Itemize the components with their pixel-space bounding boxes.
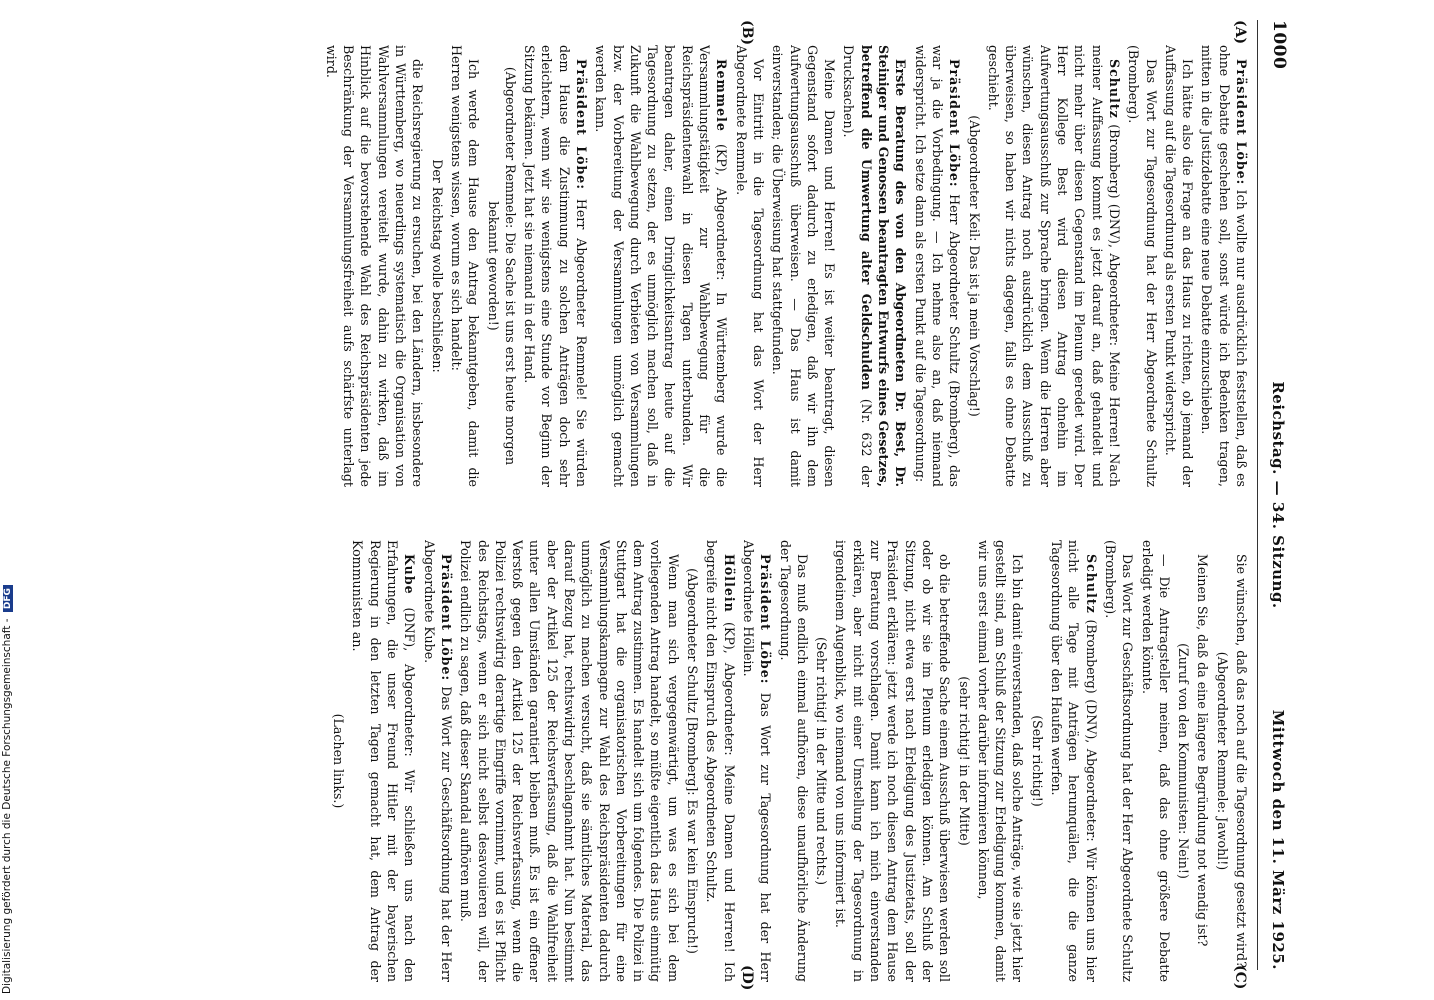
paragraph [1048, 540, 1100, 982]
paragraph [703, 540, 738, 982]
page-header [1261, 20, 1295, 970]
paragraph: Das muß endlich einmal aufhören, diese unaufhörliche Änderung der Tagesordnung. [777, 540, 810, 982]
speech-text: Das Wort zur Geschäftsordnung hat der Herr Abgeordnete Kube. [421, 540, 454, 982]
paragraph: Meine Damen und Herren! Es ist weiter beantragt, diesen Gegenstand sofort dadurch zu erledigen, daß wir ihn dem Aufwertungsausschuß überweisen. — Das Haus ist damit einverstanden; die Überweisung hat stattgefunden. [770, 45, 838, 487]
header-title: Reichstag. — 34. Sitzung. [1269, 381, 1287, 609]
header-date: Mittwoch den 11. März 1925. [1269, 709, 1287, 970]
motion-text [323, 45, 427, 487]
speech-text: (KP), Abgeordneter: In Württemberg wurde die Versammlungstätigkeit zur Wahlbewegung für die Reichspräsidentenwahl in diesen Tagen unterbunden. Wir beantragen daher, einen Dringlichkeitsantrag heute auf die Tagesordnung zu setzen, der es unmöglich machen soll, daß in Zukunft die Wahlbewegung durch Verbieten von Versammlungen bzw. der Vorbereitung der Versammlungen unmöglich gemacht werden kann. [593, 45, 730, 487]
paragraph [592, 45, 730, 487]
speaker-name: Schultz [1106, 59, 1122, 119]
interjection: (Abgeordneter Schultz [Bromberg]: Es war kein Einspruch!) [685, 568, 701, 954]
paragraph [349, 540, 418, 982]
interjection: (Lachen links.) [331, 713, 347, 809]
paragraph: Sie wünschen, daß das noch auf die Tagesordnung gesetzt wird? [1234, 554, 1249, 968]
speech-text: die Reichsregierung zu ersuchen, bei den Ländern, insbesondere in Württemberg, wo neuerdings systematisch die Organisation von Wahlversammlungen vereitelt wurde, dahin zu wirken, daß im Hinblick auf die bevorstehende Wahl des Reichspräsidenten jede Beschränkung der Versammlungsfreiheit aufs schärfste unterlagt [341, 45, 426, 487]
page-number: 1000 [1269, 20, 1289, 70]
paragraph: Das Wort zur Tagesordnung hat der Herr Abgeordnete Schultz (Bromberg). [1126, 45, 1159, 487]
agenda-title: Erste Beratung des von den Abgeordneten Dr. Best, Dr. Steiniger und Genossen beantragten Entwurfs eines Gesetzes, betreffend die Umwertung alter Geldschulden [858, 45, 909, 487]
margin-mark-b: (B) [739, 20, 755, 46]
speech-text-end: wird. [323, 45, 339, 78]
funding-credit [1, 585, 13, 994]
speaker-name: Remmele [714, 59, 730, 132]
credit-text: Digitalisierung gefördert durch die Deutsche Forschungsgemeinschaft - [1, 618, 13, 994]
document-page [150, 0, 1350, 1000]
speech-text: (KP), Abgeordneter: Meine Damen und Herren! Ich begreife nicht den Einspruch des Abgeordneten Schultz. [704, 540, 737, 982]
speech-text: (DNF), Abgeordneter: Wir schließen uns nach den Erfahrungen, die unser Freund Hitler mit der bayerischen Regierung in den letzten Tagen gemacht hat, dem Antrag der Kommunisten an. [350, 540, 418, 982]
speaker-name: Höllein [721, 554, 737, 613]
paragraph [985, 45, 1123, 487]
margin-mark-c: (C) [1232, 965, 1248, 990]
speaker-name: Kube [402, 554, 418, 595]
paragraph: Ich bin damit einverstanden, daß solche Anträge, wie sie jetzt hier gestellt sind, am Schluß der Sitzung zur Erledigung kommen, damit wir uns erst einmal vorher darüber informieren können, [975, 540, 1026, 982]
header-rule [1257, 20, 1258, 970]
margin-mark-d: (D) [739, 965, 755, 991]
paragraph [740, 540, 775, 982]
speaker-name: Präsident Löbe: [758, 554, 774, 685]
interjection: (Sehr richtig!) [1029, 715, 1045, 807]
paragraph: Wenn man sich vergegenwärtigt, um was es sich bei dem vorliegenden Antrag handelt, so müßte eigentlich das Haus einmütig dem Antrag zustimmen. Es handelt sich um folgendes. Die Polizei in Stuttgart hat die organisatorischen Vorbereitungen für eine Versammlungskampagne zur Wahl des Reichspräsidenten dadurch unmöglich zu machen versucht, daß sie sämtliches Material, das darauf Bezug hat, rechtswidrig beschlagnahmt hat. Nun bestimmt aber der Artikel 125 der Reichsverfassung, daß die Wahlfreiheit unter allen Umständen garantiert bleiben muß. Es ist ein offener Verstoß gegen den Artikel 125 der Reichsverfassung, wenn die Polizei rechtswidrig derartige Eingriffe vornimmt, und es ist Pflicht des Reichstags, wenn er sich nicht selbst desavouieren will, der Polizei endlich zu sagen, daß dieser Skandal aufhören muß. [458, 540, 681, 982]
speaker-name: Präsident Löbe: [947, 59, 963, 188]
speech-text: Herr Abgeordneter Remmele! Sie würden dem Hause die Zustimmung zu solchen Anträgen doch sehr erleichtern, wenn wir sie wenigstens eine Stunde vor Beginn der Sitzung bekämen. Jetzt hat sie niemand in der Hand. [522, 45, 590, 487]
paragraph: — Die Antragsteller meinen, daß das ohne größere Debatte erledigt werden könnte. [1139, 540, 1172, 982]
paragraph: Das Wort zur Geschäftsordnung hat der Herr Abgeordnete Schultz (Bromberg). [1102, 540, 1136, 982]
paragraph: Vor Eintritt in die Tagesordnung hat das Wort der Herr Abgeordnete Remmele. [733, 45, 766, 487]
paragraph [521, 45, 590, 487]
speaker-name: Präsident Löbe: [574, 59, 590, 190]
left-column [170, 45, 1250, 487]
interjection: (Abgeordneter Remmele: Jawohl!) [1214, 651, 1230, 871]
agenda-ref: (Nr. 632 der Drucksachen). [841, 45, 874, 487]
paragraph [911, 45, 963, 487]
speaker-name: Präsident Löbe: [438, 554, 454, 682]
dfg-logo: DFG [3, 585, 13, 612]
speech-text: (Bromberg) (DNV), Abgeordneter: Wir können uns hier nicht alle Tage mit Anträgen herumquälen, die die ganze Tagesordnung über den Haufen werfen. [1049, 540, 1099, 982]
paragraph: Ich hätte also die Frage an das Haus zu richten, ob jemand der Auffassung auf die Tagesordnung als ersten Punkt widerspricht. [1162, 45, 1196, 487]
interjection: (Sehr richtig! in der Mitte und rechts.) [814, 636, 830, 886]
paragraph: Ich werde dem Hause den Antrag bekanntgeben, damit die Herren wenigstens wissen, worum es sich handelt: [448, 45, 482, 487]
paragraph: Meinen Sie, daß da eine längere Begründung not wendig ist? [1195, 554, 1211, 947]
interjection: (Abgeordneter Remmele: Die Sache ist uns erst heute morgen bekannt geworden!) [485, 66, 518, 466]
interjection: (sehr richtig! in der Mitte) [956, 676, 972, 846]
speech-text: Ich wollte nur ausdrücklich feststellen, daß es ohne Debatte geschehen soll, sonst würde ich Bedenken tragen, mitten in die Justizdebatte eine neue Debatte einzuschieben. [1199, 45, 1249, 487]
margin-mark-a: (A) [1232, 20, 1248, 45]
speech-text: Das Wort zur Tagesordnung hat der Herr Abgeordnete Höllein. [740, 540, 774, 982]
speaker-name: Präsident Löbe: [1234, 59, 1249, 186]
speaker-name: Schultz [1083, 554, 1099, 614]
interjection: (Abgeordneter Keil: Das ist ja mein Vorschlag!) [966, 115, 982, 417]
right-column [170, 540, 1250, 982]
paragraph: ob die betreffende Sache einem Ausschuß überwiesen werden soll oder ob wir sie im Plenum erledigen können. Am Schluß der Sitzung, nicht etwa erst nach Erledigung des Justizetats, soll der Präsident erklären: jetzt werde ich noch diesen Antrag dem Hause zur Beratung vorschlagen. Damit kann ich mich einverstanden erklären, aber nicht mit einer Umstellung der Tagesordnung in irgendeinem Augenblick, wo niemand von uns informiert ist. [833, 540, 953, 982]
motion-heading: Der Reichstag wolle beschließen: [429, 159, 445, 373]
interjection: (Zuruf von den Kommunisten: Nein!) [1176, 643, 1192, 879]
paragraph [420, 540, 455, 982]
speech-text: (Bromberg) (DNV), Abgeordneter: Meine Herren! Nach meiner Auffassung kommt es jetzt darauf an, daß gehandelt und nicht mehr über diesen Gegenstand im Plenum geredet wird. Der Herr Kollege Best wird diesen Antrag ohnehin im Aufwertungsausschuß zur Sprache bringen. Wenn die Herren aber wünschen, diesen Antrag noch ausdrücklich dem Ausschuß zu überweisen, so haben wir nichts dagegen, falls es ohne Debatte geschieht. [985, 45, 1122, 487]
paragraph [1198, 45, 1250, 487]
speech-text: Herr Abgeordneter Schultz (Bromberg), das war ja die Vorbedingung. — Ich nehme also an, daß niemand widerspricht. Ich setze dann als ersten Punkt auf die Tagesordnung: [912, 45, 963, 487]
agenda-item [840, 45, 909, 487]
